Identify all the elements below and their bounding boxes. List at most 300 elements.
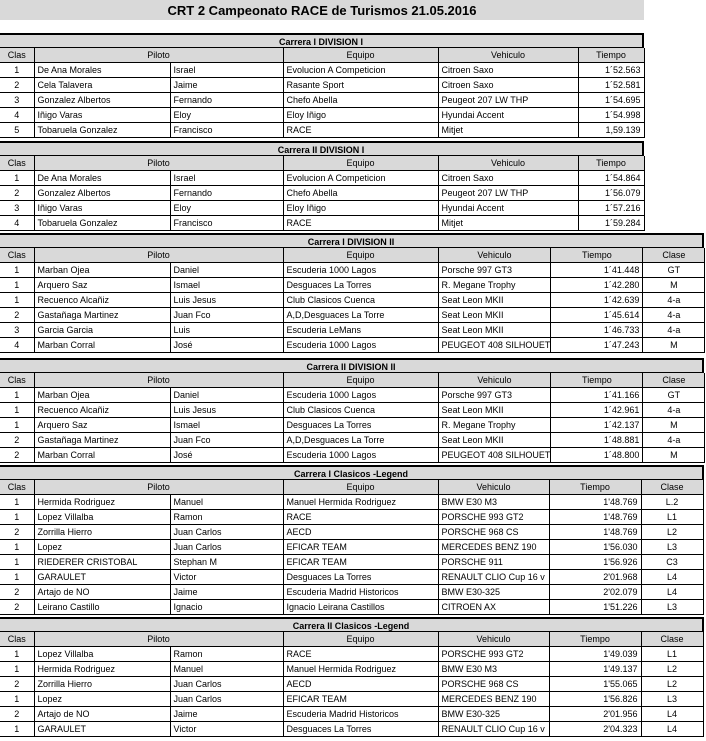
heat-block bbox=[0, 465, 704, 615]
vehiculo-cell: PEUGEOT 408 SILHOUET bbox=[438, 338, 551, 353]
column-header-vehiculo: Vehiculo bbox=[438, 632, 549, 647]
equipo-cell: Club Clasicos Cuenca bbox=[283, 403, 438, 418]
clase-cell: 4-a bbox=[643, 323, 705, 338]
piloto-surname-cell: Marban Corral bbox=[34, 448, 170, 463]
vehiculo-cell: Seat Leon MKII bbox=[438, 293, 551, 308]
equipo-cell: Manuel Hermida Rodriguez bbox=[283, 662, 438, 677]
clas-cell: 2 bbox=[0, 707, 34, 722]
tiempo-cell: 2'04.323 bbox=[549, 722, 641, 737]
clas-cell: 1 bbox=[0, 403, 34, 418]
table-row bbox=[0, 108, 644, 123]
table-row bbox=[0, 692, 703, 707]
table-row bbox=[0, 263, 705, 278]
vehiculo-cell: BMW E30 M3 bbox=[438, 495, 549, 510]
piloto-firstname-cell: Juan Carlos bbox=[170, 677, 283, 692]
piloto-firstname-cell: Israel bbox=[170, 171, 283, 186]
column-header-equipo: Equipo bbox=[283, 480, 438, 495]
vehiculo-cell: PORSCHE 993 GT2 bbox=[438, 647, 549, 662]
table-header-row bbox=[0, 373, 705, 388]
table-row bbox=[0, 433, 705, 448]
piloto-surname-cell: Arquero Saz bbox=[34, 278, 170, 293]
clase-cell: GT bbox=[643, 263, 705, 278]
tiempo-cell: 1´42.137 bbox=[551, 418, 643, 433]
tiempo-cell: 1'49.039 bbox=[549, 647, 641, 662]
vehiculo-cell: Mitjet bbox=[438, 123, 578, 138]
piloto-surname-cell: Zorrilla Hierro bbox=[34, 677, 170, 692]
piloto-firstname-cell: Francisco bbox=[170, 216, 283, 231]
clase-cell: 4-a bbox=[643, 433, 705, 448]
piloto-surname-cell: Marban Corral bbox=[34, 338, 170, 353]
piloto-surname-cell: Leirano Castillo bbox=[34, 600, 170, 615]
piloto-firstname-cell: Victor bbox=[170, 570, 283, 585]
clase-cell: L3 bbox=[641, 540, 703, 555]
column-header-clas: Clas bbox=[0, 373, 34, 388]
piloto-firstname-cell: Luis Jesus bbox=[170, 403, 283, 418]
piloto-firstname-cell: Eloy bbox=[170, 201, 283, 216]
piloto-firstname-cell: Manuel bbox=[170, 495, 283, 510]
equipo-cell: Desguaces La Torres bbox=[283, 418, 438, 433]
heat-block bbox=[0, 141, 645, 231]
heat-title: Carrera I Clasicos -Legend bbox=[0, 465, 704, 480]
piloto-surname-cell: Hermida Rodriguez bbox=[34, 662, 170, 677]
tiempo-cell: 1´42.280 bbox=[551, 278, 643, 293]
table-row bbox=[0, 323, 705, 338]
equipo-cell: Escuderia Madrid Historicos bbox=[283, 585, 438, 600]
vehiculo-cell: RENAULT CLIO Cup 16 v bbox=[438, 570, 549, 585]
column-header-equipo: Equipo bbox=[283, 156, 438, 171]
results-table bbox=[0, 373, 705, 463]
equipo-cell: Eloy Iñigo bbox=[283, 201, 438, 216]
table-row bbox=[0, 201, 644, 216]
vehiculo-cell: Porsche 997 GT3 bbox=[438, 388, 551, 403]
vehiculo-cell: PORSCHE 968 CS bbox=[438, 677, 549, 692]
piloto-firstname-cell: Juan Carlos bbox=[170, 525, 283, 540]
equipo-cell: Club Clasicos Cuenca bbox=[283, 293, 438, 308]
column-header-clase: Clase bbox=[643, 373, 705, 388]
piloto-firstname-cell: Ismael bbox=[170, 418, 283, 433]
piloto-surname-cell: De Ana Morales bbox=[34, 63, 170, 78]
piloto-surname-cell: Gonzalez Albertos bbox=[34, 186, 170, 201]
clas-cell: 2 bbox=[0, 525, 34, 540]
tiempo-cell: 1´48.881 bbox=[551, 433, 643, 448]
vehiculo-cell: BMW E30-325 bbox=[438, 707, 549, 722]
column-header-clas: Clas bbox=[0, 156, 34, 171]
page-title: CRT 2 Campeonato RACE de Turismos 21.05.2016 bbox=[0, 0, 644, 20]
clase-cell: L3 bbox=[641, 692, 703, 707]
tiempo-cell: 1´41.166 bbox=[551, 388, 643, 403]
clas-cell: 2 bbox=[0, 308, 34, 323]
piloto-firstname-cell: Luis Jesus bbox=[170, 293, 283, 308]
tiempo-cell: 1'56.826 bbox=[549, 692, 641, 707]
piloto-firstname-cell: José bbox=[170, 448, 283, 463]
equipo-cell: RACE bbox=[283, 123, 438, 138]
clas-cell: 1 bbox=[0, 263, 34, 278]
tiempo-cell: 1´56.079 bbox=[578, 186, 644, 201]
column-header-clase: Clase bbox=[643, 248, 705, 263]
clas-cell: 5 bbox=[0, 123, 34, 138]
piloto-surname-cell: Tobaruela Gonzalez bbox=[34, 216, 170, 231]
table-row bbox=[0, 448, 705, 463]
clas-cell: 1 bbox=[0, 540, 34, 555]
clase-cell: L4 bbox=[641, 570, 703, 585]
vehiculo-cell: Citroen Saxo bbox=[438, 171, 578, 186]
vehiculo-cell: CITROEN AX bbox=[438, 600, 549, 615]
piloto-firstname-cell: Ignacio bbox=[170, 600, 283, 615]
vehiculo-cell: R. Megane Trophy bbox=[438, 278, 551, 293]
tiempo-cell: 1´42.961 bbox=[551, 403, 643, 418]
tiempo-cell: 1´45.614 bbox=[551, 308, 643, 323]
clas-cell: 1 bbox=[0, 293, 34, 308]
vehiculo-cell: Hyundai Accent bbox=[438, 108, 578, 123]
vehiculo-cell: BMW E30 M3 bbox=[438, 662, 549, 677]
equipo-cell: AECD bbox=[283, 525, 438, 540]
clase-cell: M bbox=[643, 418, 705, 433]
vehiculo-cell: Peugeot 207 LW THP bbox=[438, 93, 578, 108]
clas-cell: 1 bbox=[0, 570, 34, 585]
equipo-cell: Escuderia 1000 Lagos bbox=[283, 388, 438, 403]
table-row bbox=[0, 600, 703, 615]
clas-cell: 3 bbox=[0, 93, 34, 108]
column-header-tiempo: Tiempo bbox=[549, 632, 641, 647]
results-table bbox=[0, 156, 645, 231]
clase-cell: L3 bbox=[641, 600, 703, 615]
piloto-firstname-cell: Luis bbox=[170, 323, 283, 338]
column-header-tiempo: Tiempo bbox=[549, 480, 641, 495]
tiempo-cell: 1'48.769 bbox=[549, 510, 641, 525]
equipo-cell: RACE bbox=[283, 510, 438, 525]
vehiculo-cell: Seat Leon MKII bbox=[438, 308, 551, 323]
table-row bbox=[0, 186, 644, 201]
column-header-piloto: Piloto bbox=[34, 373, 283, 388]
table-row bbox=[0, 722, 703, 737]
clase-cell: L4 bbox=[641, 585, 703, 600]
clase-cell: L1 bbox=[641, 647, 703, 662]
piloto-surname-cell: Lopez bbox=[34, 692, 170, 707]
piloto-firstname-cell: Ramon bbox=[170, 647, 283, 662]
clase-cell: 4-a bbox=[643, 403, 705, 418]
piloto-firstname-cell: Juan Carlos bbox=[170, 692, 283, 707]
table-row bbox=[0, 510, 703, 525]
table-row bbox=[0, 216, 644, 231]
piloto-firstname-cell: Manuel bbox=[170, 662, 283, 677]
piloto-firstname-cell: Juan Fco bbox=[170, 308, 283, 323]
tiempo-cell: 1'48.769 bbox=[549, 525, 641, 540]
tiempo-cell: 1'55.065 bbox=[549, 677, 641, 692]
equipo-cell: EFICAR TEAM bbox=[283, 540, 438, 555]
column-header-piloto: Piloto bbox=[34, 48, 283, 63]
piloto-firstname-cell: Francisco bbox=[170, 123, 283, 138]
column-header-clas: Clas bbox=[0, 248, 34, 263]
vehiculo-cell: Citroen Saxo bbox=[438, 78, 578, 93]
equipo-cell: EFICAR TEAM bbox=[283, 692, 438, 707]
clase-cell: L.2 bbox=[641, 495, 703, 510]
piloto-firstname-cell: Ramon bbox=[170, 510, 283, 525]
equipo-cell: A,D,Desguaces La Torre bbox=[283, 308, 438, 323]
tiempo-cell: 1´46.733 bbox=[551, 323, 643, 338]
results-table bbox=[0, 48, 645, 138]
column-header-equipo: Equipo bbox=[283, 48, 438, 63]
tiempo-cell: 1'49.137 bbox=[549, 662, 641, 677]
column-header-piloto: Piloto bbox=[34, 632, 283, 647]
table-row bbox=[0, 403, 705, 418]
equipo-cell: Desguaces La Torres bbox=[283, 722, 438, 737]
piloto-surname-cell: Artajo de NO bbox=[34, 585, 170, 600]
clas-cell: 1 bbox=[0, 722, 34, 737]
table-row bbox=[0, 123, 644, 138]
tiempo-cell: 1'48.769 bbox=[549, 495, 641, 510]
column-header-equipo: Equipo bbox=[283, 632, 438, 647]
tiempo-cell: 1´54.864 bbox=[578, 171, 644, 186]
clas-cell: 1 bbox=[0, 63, 34, 78]
table-header-row bbox=[0, 480, 703, 495]
table-row bbox=[0, 63, 644, 78]
clas-cell: 3 bbox=[0, 323, 34, 338]
table-header-row bbox=[0, 156, 644, 171]
equipo-cell: Chefo Abella bbox=[283, 93, 438, 108]
table-row bbox=[0, 278, 705, 293]
piloto-surname-cell: Recuenco Alcañiz bbox=[34, 293, 170, 308]
clas-cell: 2 bbox=[0, 78, 34, 93]
piloto-firstname-cell: Fernando bbox=[170, 93, 283, 108]
piloto-firstname-cell: Jaime bbox=[170, 707, 283, 722]
table-row bbox=[0, 171, 644, 186]
tiempo-cell: 1'56.926 bbox=[549, 555, 641, 570]
equipo-cell: Chefo Abella bbox=[283, 186, 438, 201]
column-header-clas: Clas bbox=[0, 480, 34, 495]
tiempo-cell: 1´41.448 bbox=[551, 263, 643, 278]
table-header-row bbox=[0, 632, 703, 647]
piloto-surname-cell: Marban Ojea bbox=[34, 263, 170, 278]
piloto-firstname-cell: Juan Fco bbox=[170, 433, 283, 448]
column-header-clase: Clase bbox=[641, 480, 703, 495]
table-row bbox=[0, 388, 705, 403]
vehiculo-cell: Citroen Saxo bbox=[438, 63, 578, 78]
clas-cell: 4 bbox=[0, 108, 34, 123]
equipo-cell: Escuderia 1000 Lagos bbox=[283, 338, 438, 353]
heat-title: Carrera I DIVISION II bbox=[0, 233, 704, 248]
equipo-cell: A,D,Desguaces La Torre bbox=[283, 433, 438, 448]
table-row bbox=[0, 677, 703, 692]
table-header-row bbox=[0, 248, 705, 263]
heat-title: Carrera II Clasicos -Legend bbox=[0, 617, 704, 632]
vehiculo-cell: MERCEDES BENZ 190 bbox=[438, 540, 549, 555]
equipo-cell: AECD bbox=[283, 677, 438, 692]
clase-cell: C3 bbox=[641, 555, 703, 570]
vehiculo-cell: BMW E30-325 bbox=[438, 585, 549, 600]
results-table bbox=[0, 480, 704, 615]
vehiculo-cell: Hyundai Accent bbox=[438, 201, 578, 216]
piloto-surname-cell: Hermida Rodriguez bbox=[34, 495, 170, 510]
column-header-vehiculo: Vehiculo bbox=[438, 248, 551, 263]
clas-cell: 2 bbox=[0, 186, 34, 201]
piloto-surname-cell: Tobaruela Gonzalez bbox=[34, 123, 170, 138]
column-header-vehiculo: Vehiculo bbox=[438, 48, 578, 63]
tiempo-cell: 1´52.563 bbox=[578, 63, 644, 78]
piloto-firstname-cell: Fernando bbox=[170, 186, 283, 201]
piloto-surname-cell: Marban Ojea bbox=[34, 388, 170, 403]
equipo-cell: Escuderia 1000 Lagos bbox=[283, 448, 438, 463]
table-row bbox=[0, 338, 705, 353]
column-header-clas: Clas bbox=[0, 632, 34, 647]
equipo-cell: RACE bbox=[283, 647, 438, 662]
equipo-cell: Desguaces La Torres bbox=[283, 278, 438, 293]
heat-title: Carrera II DIVISION I bbox=[0, 141, 644, 156]
clase-cell: L1 bbox=[641, 510, 703, 525]
piloto-surname-cell: Iñigo Varas bbox=[34, 108, 170, 123]
clas-cell: 2 bbox=[0, 433, 34, 448]
column-header-tiempo: Tiempo bbox=[578, 48, 644, 63]
table-header-row bbox=[0, 48, 644, 63]
table-row bbox=[0, 418, 705, 433]
tiempo-cell: 1'51.226 bbox=[549, 600, 641, 615]
vehiculo-cell: PORSCHE 968 CS bbox=[438, 525, 549, 540]
tiempo-cell: 2'02.079 bbox=[549, 585, 641, 600]
table-row bbox=[0, 93, 644, 108]
table-row bbox=[0, 525, 703, 540]
vehiculo-cell: Seat Leon MKII bbox=[438, 433, 551, 448]
tiempo-cell: 1´42.639 bbox=[551, 293, 643, 308]
piloto-surname-cell: Lopez Villalba bbox=[34, 647, 170, 662]
column-header-clas: Clas bbox=[0, 48, 34, 63]
heat-block bbox=[0, 617, 704, 737]
equipo-cell: EFICAR TEAM bbox=[283, 555, 438, 570]
equipo-cell: Escuderia Madrid Historicos bbox=[283, 707, 438, 722]
vehiculo-cell: PORSCHE 911 bbox=[438, 555, 549, 570]
equipo-cell: Evolucion A Competicion bbox=[283, 63, 438, 78]
clase-cell: M bbox=[643, 338, 705, 353]
clas-cell: 2 bbox=[0, 600, 34, 615]
column-header-tiempo: Tiempo bbox=[578, 156, 644, 171]
clas-cell: 4 bbox=[0, 338, 34, 353]
equipo-cell: Escuderia LeMans bbox=[283, 323, 438, 338]
piloto-surname-cell: Zorrilla Hierro bbox=[34, 525, 170, 540]
piloto-surname-cell: Gastañaga Martinez bbox=[34, 308, 170, 323]
table-row bbox=[0, 707, 703, 722]
clase-cell: L2 bbox=[641, 662, 703, 677]
piloto-firstname-cell: Jaime bbox=[170, 585, 283, 600]
clas-cell: 1 bbox=[0, 278, 34, 293]
column-header-equipo: Equipo bbox=[283, 248, 438, 263]
table-row bbox=[0, 662, 703, 677]
equipo-cell: Rasante Sport bbox=[283, 78, 438, 93]
heat-title: Carrera I DIVISION I bbox=[0, 33, 644, 48]
equipo-cell: Escuderia 1000 Lagos bbox=[283, 263, 438, 278]
table-row bbox=[0, 647, 703, 662]
equipo-cell: Desguaces La Torres bbox=[283, 570, 438, 585]
piloto-surname-cell: Gonzalez Albertos bbox=[34, 93, 170, 108]
piloto-surname-cell: Arquero Saz bbox=[34, 418, 170, 433]
piloto-surname-cell: GARAULET bbox=[34, 722, 170, 737]
table-row bbox=[0, 495, 703, 510]
vehiculo-cell: PEUGEOT 408 SILHOUET bbox=[438, 448, 551, 463]
clas-cell: 1 bbox=[0, 555, 34, 570]
table-row bbox=[0, 570, 703, 585]
column-header-equipo: Equipo bbox=[283, 373, 438, 388]
piloto-firstname-cell: Daniel bbox=[170, 263, 283, 278]
results-table bbox=[0, 632, 704, 737]
table-row bbox=[0, 540, 703, 555]
clase-cell: M bbox=[643, 278, 705, 293]
column-header-clase: Clase bbox=[641, 632, 703, 647]
table-row bbox=[0, 585, 703, 600]
tiempo-cell: 1,59.139 bbox=[578, 123, 644, 138]
vehiculo-cell: Seat Leon MKII bbox=[438, 403, 551, 418]
vehiculo-cell: RENAULT CLIO Cup 16 v bbox=[438, 722, 549, 737]
piloto-firstname-cell: José bbox=[170, 338, 283, 353]
tiempo-cell: 2'01.968 bbox=[549, 570, 641, 585]
clas-cell: 1 bbox=[0, 388, 34, 403]
equipo-cell: Evolucion A Competicion bbox=[283, 171, 438, 186]
clas-cell: 2 bbox=[0, 585, 34, 600]
tiempo-cell: 1´59.284 bbox=[578, 216, 644, 231]
tiempo-cell: 1´48.800 bbox=[551, 448, 643, 463]
table-row bbox=[0, 78, 644, 93]
tiempo-cell: 2'01.956 bbox=[549, 707, 641, 722]
column-header-piloto: Piloto bbox=[34, 248, 283, 263]
piloto-firstname-cell: Daniel bbox=[170, 388, 283, 403]
piloto-surname-cell: Lopez Villalba bbox=[34, 510, 170, 525]
heat-block bbox=[0, 358, 705, 463]
equipo-cell: RACE bbox=[283, 216, 438, 231]
vehiculo-cell: R. Megane Trophy bbox=[438, 418, 551, 433]
tiempo-cell: 1´52.581 bbox=[578, 78, 644, 93]
clas-cell: 1 bbox=[0, 418, 34, 433]
clase-cell: 4-a bbox=[643, 308, 705, 323]
tiempo-cell: 1´57.216 bbox=[578, 201, 644, 216]
clase-cell: L2 bbox=[641, 677, 703, 692]
piloto-surname-cell: Garcia Garcia bbox=[34, 323, 170, 338]
piloto-surname-cell: Iñigo Varas bbox=[34, 201, 170, 216]
clas-cell: 2 bbox=[0, 448, 34, 463]
tiempo-cell: 1'56.030 bbox=[549, 540, 641, 555]
clase-cell: 4-a bbox=[643, 293, 705, 308]
column-header-vehiculo: Vehiculo bbox=[438, 373, 551, 388]
clase-cell: L4 bbox=[641, 722, 703, 737]
column-header-vehiculo: Vehiculo bbox=[438, 480, 549, 495]
tiempo-cell: 1´54.695 bbox=[578, 93, 644, 108]
clase-cell: L2 bbox=[641, 525, 703, 540]
vehiculo-cell: Seat Leon MKII bbox=[438, 323, 551, 338]
clas-cell: 1 bbox=[0, 510, 34, 525]
clas-cell: 1 bbox=[0, 495, 34, 510]
piloto-firstname-cell: Israel bbox=[170, 63, 283, 78]
equipo-cell: Manuel Hermida Rodriguez bbox=[283, 495, 438, 510]
piloto-surname-cell: Recuenco Alcañiz bbox=[34, 403, 170, 418]
table-row bbox=[0, 555, 703, 570]
clas-cell: 1 bbox=[0, 647, 34, 662]
piloto-surname-cell: De Ana Morales bbox=[34, 171, 170, 186]
vehiculo-cell: PORSCHE 993 GT2 bbox=[438, 510, 549, 525]
heat-block bbox=[0, 233, 705, 353]
table-row bbox=[0, 308, 705, 323]
column-header-tiempo: Tiempo bbox=[551, 373, 643, 388]
clas-cell: 3 bbox=[0, 201, 34, 216]
piloto-surname-cell: Cela Talavera bbox=[34, 78, 170, 93]
column-header-tiempo: Tiempo bbox=[551, 248, 643, 263]
table-row bbox=[0, 293, 705, 308]
clas-cell: 1 bbox=[0, 662, 34, 677]
clas-cell: 1 bbox=[0, 692, 34, 707]
clas-cell: 2 bbox=[0, 677, 34, 692]
heat-block bbox=[0, 33, 645, 138]
clase-cell: GT bbox=[643, 388, 705, 403]
piloto-surname-cell: RIEDERER CRISTOBAL bbox=[34, 555, 170, 570]
tiempo-cell: 1´54.998 bbox=[578, 108, 644, 123]
clas-cell: 1 bbox=[0, 171, 34, 186]
piloto-firstname-cell: Victor bbox=[170, 722, 283, 737]
vehiculo-cell: MERCEDES BENZ 190 bbox=[438, 692, 549, 707]
vehiculo-cell: Peugeot 207 LW THP bbox=[438, 186, 578, 201]
